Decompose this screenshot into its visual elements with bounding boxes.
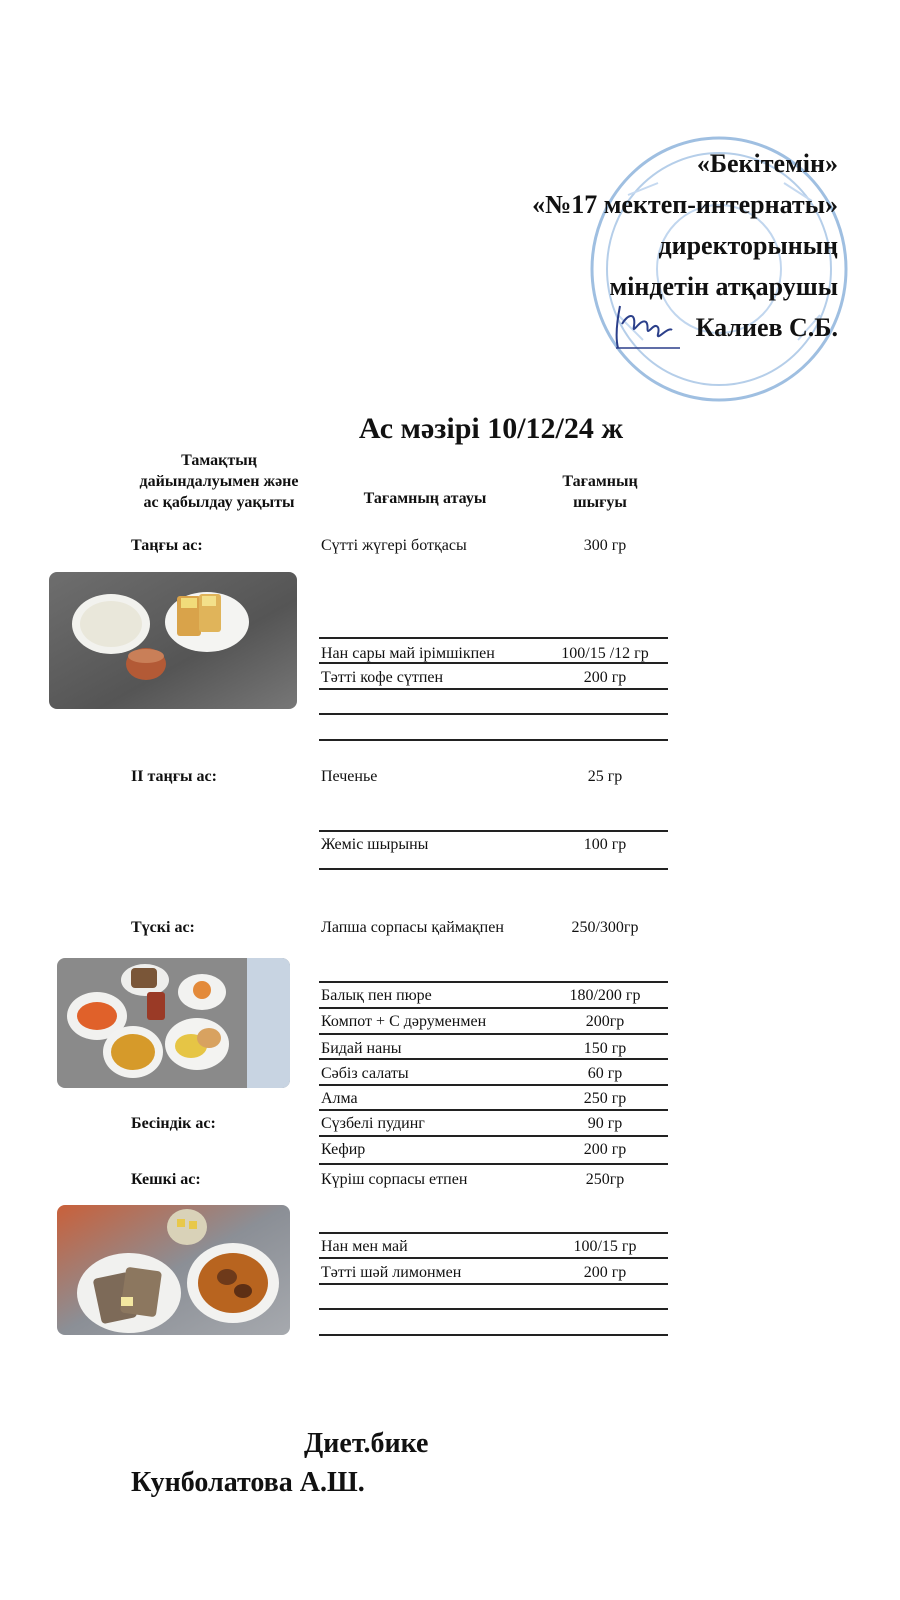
meal-second-breakfast: ІІ таңғы ас:: [131, 768, 217, 785]
dish-name: Компот + С дәруменмен: [321, 1013, 487, 1030]
dish-portion: 250гр: [585, 1171, 625, 1188]
dish-name: Сүзбелі пудинг: [321, 1115, 425, 1132]
dish-name: Кефир: [321, 1141, 366, 1158]
table-rule: [319, 1135, 668, 1137]
dish-portion: 200гр: [585, 1013, 625, 1030]
meal-lunch: Түскі ас:: [131, 919, 195, 936]
table-rule: [319, 830, 668, 832]
dish-name: Сүтті жүгері ботқасы: [321, 537, 467, 554]
approval-block: [532, 143, 838, 348]
dish-portion: 180/200 гр: [569, 987, 641, 1004]
dinner-photo: [57, 1205, 290, 1335]
table-rule: [319, 1007, 668, 1009]
dish-portion: 90 гр: [587, 1115, 623, 1132]
meal-breakfast: Таңғы ас:: [131, 537, 203, 554]
dish-name: Лапша сорпасы қаймақпен: [321, 919, 504, 936]
approval-line-4: міндетін атқарушы: [609, 272, 838, 301]
dish-name: Сәбіз салаты: [321, 1065, 409, 1082]
table-rule: [319, 713, 668, 715]
dish-name: Күріш сорпасы етпен: [321, 1171, 468, 1188]
table-rule: [319, 1109, 668, 1111]
dish-name: Алма: [321, 1090, 358, 1107]
dish-portion: 60 гр: [587, 1065, 623, 1082]
approval-line-2: «№17 мектеп-интернаты»: [532, 190, 838, 219]
dish-name: Тәтті кофе сүтпен: [321, 669, 444, 686]
breakfast-photo: [49, 572, 297, 709]
table-rule: [319, 1257, 668, 1259]
handwritten-signature: [612, 296, 682, 354]
dish-portion: 25 гр: [587, 768, 623, 785]
table-rule: [319, 1163, 668, 1165]
table-rule: [319, 868, 668, 870]
dish-portion: 150 гр: [583, 1040, 627, 1057]
dish-portion: 100 гр: [583, 836, 627, 853]
header-portion: Тағамның шығуы: [562, 473, 638, 511]
dish-portion: 200 гр: [583, 1141, 627, 1158]
header-dish-name: Тағамның атауы: [363, 490, 487, 507]
dish-portion: 100/15 гр: [573, 1238, 637, 1255]
dish-portion: 100/15 /12 гр: [561, 645, 649, 662]
dish-portion: 300 гр: [583, 537, 627, 554]
header-meal-time: Тамақтың дайындалуымен және ас қабылдау уақыты: [139, 452, 299, 511]
dish-name: Балық пен пюре: [321, 987, 432, 1004]
table-rule: [319, 1084, 668, 1086]
table-rule: [319, 981, 668, 983]
approval-signer-name: Калиев С.Б.: [695, 313, 838, 342]
approval-line-3: директорының: [658, 231, 838, 260]
dish-portion: 250 гр: [583, 1090, 627, 1107]
dish-portion: 200 гр: [583, 1264, 627, 1281]
approval-line-1: «Бекітемін»: [696, 149, 838, 178]
dish-name: Нан мен май: [321, 1238, 408, 1255]
table-rule: [319, 1308, 668, 1310]
meal-snack: Бесіндік ас:: [131, 1115, 216, 1132]
table-rule: [319, 662, 668, 664]
table-rule: [319, 688, 668, 690]
table-rule: [319, 739, 668, 741]
page-title: Ас мәзірі 10/12/24 ж: [358, 412, 624, 445]
table-rule: [319, 1283, 668, 1285]
dish-name: Жеміс шырыны: [321, 836, 429, 853]
dish-name: Печенье: [321, 768, 378, 785]
dietitian-name: Кунболатова А.Ш.: [131, 1467, 365, 1498]
dish-name: Тәтті шәй лимонмен: [321, 1264, 462, 1281]
table-rule: [319, 1334, 668, 1336]
table-rule: [319, 1033, 668, 1035]
table-rule: [319, 637, 668, 639]
meal-dinner: Кешкі ас:: [131, 1171, 201, 1188]
dish-name: Бидай наны: [321, 1040, 402, 1057]
table-rule: [319, 1058, 668, 1060]
dietitian-role: Диет.бике: [304, 1428, 429, 1459]
lunch-photo: [57, 958, 290, 1088]
dish-portion: 250/300гр: [571, 919, 639, 936]
dish-name: Нан сары май ірімшікпен: [321, 645, 495, 662]
approval-signer: [532, 307, 838, 348]
dish-portion: 200 гр: [583, 669, 627, 686]
table-rule: [319, 1232, 668, 1234]
